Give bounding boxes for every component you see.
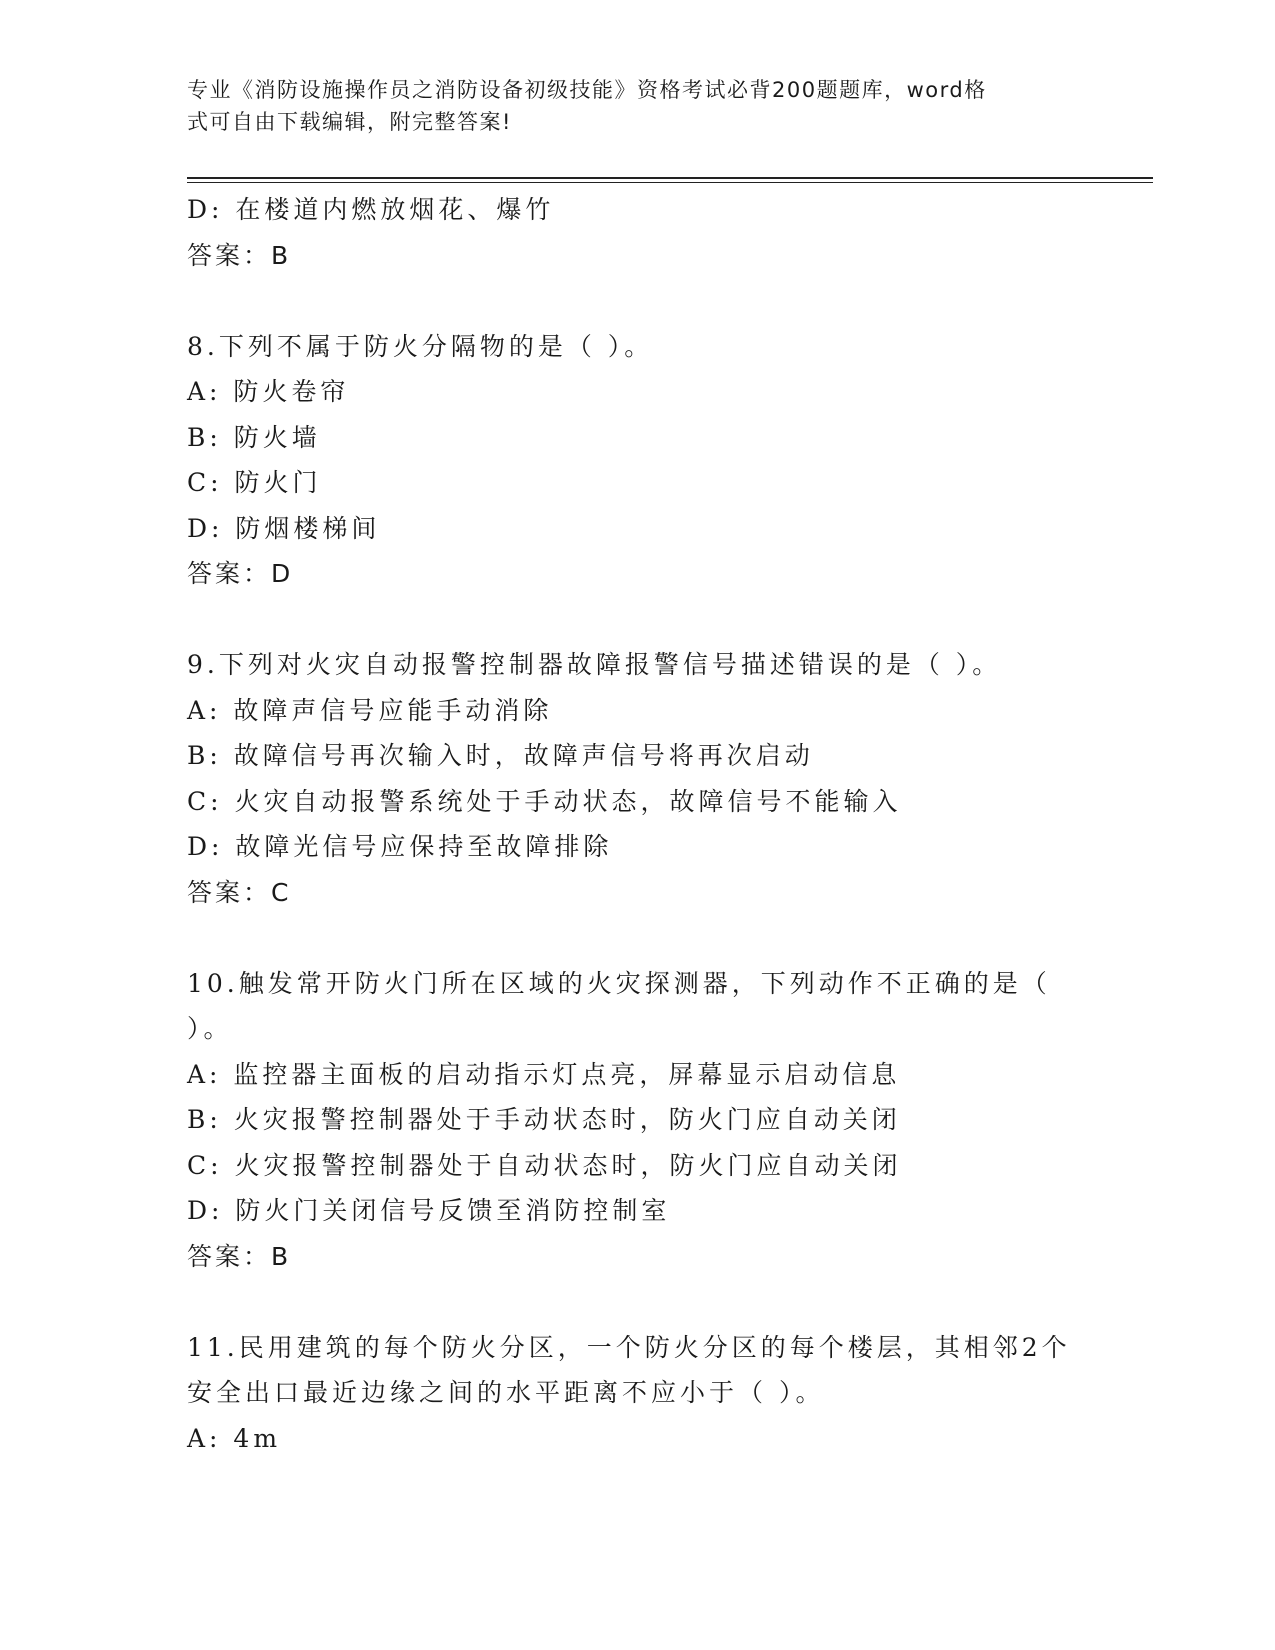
- option-d: D: 防火门关闭信号反馈至消防控制室: [187, 1196, 671, 1225]
- option-a: A: 4m: [187, 1423, 282, 1453]
- option-d: D: 在楼道内燃放烟花、爆竹: [187, 195, 555, 224]
- question-stem: 8.下列不属于防火分隔物的是（ ）。: [187, 331, 654, 361]
- question-list: [187, 187, 1087, 1461]
- question-10: [187, 961, 1087, 1280]
- question-stem: 9.下列对火灾自动报警控制器故障报警信号描述错误的是（ ）。: [187, 650, 1002, 679]
- answer-line: 答案：D: [187, 559, 294, 588]
- option-c: C: 防火门: [187, 468, 322, 497]
- header-divider-thin: [187, 182, 1153, 183]
- spacer: [187, 278, 1087, 324]
- spacer: [187, 597, 1087, 643]
- option-b: B: 防火墙: [187, 422, 321, 452]
- spacer: [187, 1279, 1087, 1325]
- option-a: A: 监控器主面板的启动指示灯点亮，屏幕显示启动信息: [187, 1059, 901, 1089]
- question-9: [187, 642, 1087, 915]
- option-a: A: 防火卷帘: [187, 377, 350, 406]
- spacer: [187, 915, 1087, 961]
- option-b: B: 火灾报警控制器处于手动状态时，防火门应自动关闭: [187, 1105, 901, 1134]
- question-stem-line-2: 安全出口最近边缘之间的水平距离不应小于（ ）。: [187, 1378, 825, 1407]
- option-d: D: 故障光信号应保持至故障排除: [187, 832, 613, 861]
- question-stem-line-2: ）。: [187, 1014, 233, 1043]
- option-c: C: 火灾自动报警系统处于手动状态，故障信号不能输入: [187, 786, 902, 816]
- question-stem-line-1: 10.触发常开防火门所在区域的火灾探测器，下列动作不正确的是（: [187, 968, 1051, 998]
- answer-line: 答案：B: [187, 240, 292, 270]
- answer-line: 答案：C: [187, 877, 292, 907]
- header-line-2: 式可自由下载编辑，附完整答案!: [187, 110, 512, 134]
- header-line-1: 专业《消防设施操作员之消防设备初级技能》资格考试必背200题题库，word格: [187, 78, 987, 102]
- question-11: [187, 1325, 1087, 1462]
- option-c: C: 火灾报警控制器处于自动状态时，防火门应自动关闭: [187, 1150, 902, 1180]
- option-b: B: 故障信号再次输入时，故障声信号将再次启动: [187, 741, 814, 770]
- question-8: [187, 324, 1087, 597]
- option-a: A: 故障声信号应能手动消除: [187, 695, 553, 725]
- option-d: D: 防烟楼梯间: [187, 513, 381, 543]
- question-stem-line-1: 11.民用建筑的每个防火分区，一个防火分区的每个楼层，其相邻2个: [187, 1332, 1071, 1362]
- answer-line: 答案：B: [187, 1241, 292, 1271]
- document-header: [187, 74, 1067, 138]
- header-divider-thick: [187, 177, 1153, 179]
